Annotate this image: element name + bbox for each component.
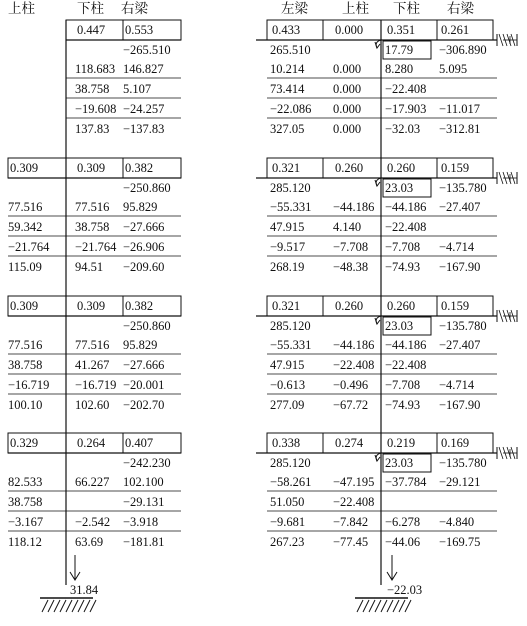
- moment-value: 102.100: [123, 475, 164, 489]
- moment-value: 38.758: [75, 82, 110, 96]
- moment-value: −16.719: [75, 378, 117, 392]
- moment-value: 10.214: [270, 62, 305, 76]
- moment-value: −9.517: [270, 240, 306, 254]
- moment-value: 0.219: [387, 436, 416, 450]
- moment-value: 267.23: [270, 535, 305, 549]
- moment-value: −44.186: [333, 338, 375, 352]
- moment-value: −22.086: [270, 102, 312, 116]
- moment-value: −250.860: [123, 181, 171, 195]
- moment-value: 66.227: [75, 475, 110, 489]
- moment-value: 0.000: [335, 23, 364, 37]
- moment-value: −202.70: [123, 398, 165, 412]
- moment-value: −181.81: [123, 535, 165, 549]
- moment-value: −74.93: [385, 398, 421, 412]
- moment-value: −209.60: [123, 260, 165, 274]
- moment-value: 285.120: [270, 319, 311, 333]
- ground-hatch: [393, 600, 399, 612]
- moment-value: −7.842: [333, 515, 369, 529]
- moment-value: −11.017: [439, 102, 480, 116]
- moment-value: −7.708: [385, 378, 421, 392]
- moment-value: 0.407: [125, 436, 154, 450]
- support-hatch: [499, 447, 503, 459]
- moment-value: 38.758: [8, 495, 43, 509]
- moment-value: −22.408: [333, 358, 375, 372]
- moment-value: −29.131: [123, 495, 165, 509]
- moment-value: −44.186: [333, 200, 375, 214]
- moment-value: −7.708: [333, 240, 369, 254]
- moment-value: 0.274: [335, 436, 364, 450]
- moment-value: 5.095: [439, 62, 468, 76]
- moment-value: 0.382: [125, 299, 154, 313]
- moment-value: −58.261: [270, 475, 312, 489]
- ground-hatch: [399, 600, 405, 612]
- moment-value: −22.408: [385, 220, 427, 234]
- moment-value: −0.496: [333, 378, 369, 392]
- joint-arrow-head: [375, 180, 380, 186]
- moment-value: 277.09: [270, 398, 305, 412]
- support-hatch: [499, 172, 503, 184]
- moment-value: −19.608: [75, 102, 117, 116]
- moment-value: −167.90: [439, 398, 481, 412]
- moment-value: −47.195: [333, 475, 375, 489]
- base-moment-right: −22.03: [387, 583, 423, 597]
- moment-value: 268.19: [270, 260, 305, 274]
- moment-value: −32.03: [385, 122, 421, 136]
- column-header: 左梁: [281, 1, 308, 17]
- moment-value: −7.708: [385, 240, 421, 254]
- moment-value: 285.120: [270, 456, 311, 470]
- moment-value: 94.51: [75, 260, 104, 274]
- moment-value: 100.10: [8, 398, 43, 412]
- moment-value: −265.510: [123, 43, 171, 57]
- moment-value: 0.159: [441, 299, 470, 313]
- moment-value: 0.433: [272, 23, 301, 37]
- ground-hatch: [90, 600, 96, 612]
- column-header: 上柱: [8, 1, 35, 17]
- moment-value: −44.186: [385, 200, 427, 214]
- moment-value: 23.03: [385, 319, 414, 333]
- moment-value: −16.719: [8, 378, 50, 392]
- base-moment-left: 31.84: [70, 583, 99, 597]
- moment-value: 0.000: [333, 62, 362, 76]
- moment-value: −48.38: [333, 260, 369, 274]
- moment-value: 23.03: [385, 181, 414, 195]
- moment-value: −4.714: [439, 378, 475, 392]
- moment-value: 41.267: [75, 358, 110, 372]
- moment-value: 0.447: [77, 23, 106, 37]
- moment-value: −44.186: [385, 338, 427, 352]
- moment-value: 0.382: [125, 161, 154, 175]
- moment-value: −27.666: [123, 358, 165, 372]
- moment-value: −24.257: [123, 102, 165, 116]
- support-hatch: [499, 310, 503, 322]
- ground-hatch: [375, 600, 381, 612]
- moment-value: −20.001: [123, 378, 165, 392]
- moment-value: 0.260: [335, 299, 364, 313]
- moment-value: −44.06: [385, 535, 421, 549]
- column-header: 右梁: [121, 1, 148, 17]
- moment-value: 102.60: [75, 398, 110, 412]
- ground-hatch: [72, 600, 78, 612]
- moment-value: 118.12: [8, 535, 42, 549]
- moment-value: 17.79: [385, 43, 414, 57]
- moment-value: −3.167: [8, 515, 44, 529]
- moment-value: −27.666: [123, 220, 165, 234]
- moment-value: −55.331: [270, 338, 312, 352]
- column-header: 下柱: [393, 1, 420, 17]
- ground-hatch: [363, 600, 369, 612]
- joint-arrow-head: [375, 455, 380, 461]
- moment-value: −167.90: [439, 260, 481, 274]
- moment-value: 82.533: [8, 475, 43, 489]
- ground-hatch: [54, 600, 60, 612]
- moment-value: −21.764: [8, 240, 50, 254]
- moment-value: 5.107: [123, 82, 152, 96]
- moment-value: 0.000: [333, 122, 362, 136]
- moment-value: 0.321: [272, 161, 301, 175]
- moment-value: −4.714: [439, 240, 475, 254]
- moment-value: −27.407: [439, 200, 481, 214]
- moment-value: 0.261: [441, 23, 470, 37]
- moment-value: −77.45: [333, 535, 369, 549]
- moment-value: 327.05: [270, 122, 305, 136]
- moment-value: 0.260: [335, 161, 364, 175]
- moment-value: 47.915: [270, 358, 305, 372]
- moment-value: 47.915: [270, 220, 305, 234]
- moment-value: −135.780: [439, 319, 487, 333]
- ground-hatch: [66, 600, 72, 612]
- joint-arrow-head: [375, 42, 380, 48]
- moment-value: 0.351: [387, 23, 416, 37]
- moment-value: 73.414: [270, 82, 305, 96]
- moment-value: 146.827: [123, 62, 164, 76]
- ground-hatch: [84, 600, 90, 612]
- moment-value: −135.780: [439, 181, 487, 195]
- moment-value: 51.050: [270, 495, 305, 509]
- moment-value: 0.169: [441, 436, 470, 450]
- moment-value: −67.72: [333, 398, 369, 412]
- moment-value: 63.69: [75, 535, 104, 549]
- moment-value: 285.120: [270, 181, 311, 195]
- column-header: 右梁: [447, 1, 474, 17]
- moment-value: −4.840: [439, 515, 475, 529]
- moment-value: 137.83: [75, 122, 110, 136]
- moment-value: −37.784: [385, 475, 427, 489]
- moment-value: −22.408: [385, 82, 427, 96]
- moment-value: 8.280: [385, 62, 414, 76]
- moment-value: −3.918: [123, 515, 159, 529]
- ground-hatch: [357, 600, 363, 612]
- moment-value: −0.613: [270, 378, 306, 392]
- ground-hatch: [369, 600, 375, 612]
- moment-value: 0.260: [387, 161, 416, 175]
- moment-value: 77.516: [8, 338, 43, 352]
- moment-value: 0.000: [333, 82, 362, 96]
- moment-value: −9.681: [270, 515, 306, 529]
- moment-value: −74.93: [385, 260, 421, 274]
- moment-value: −135.780: [439, 456, 487, 470]
- moment-value: −55.331: [270, 200, 312, 214]
- moment-value: 0.260: [387, 299, 416, 313]
- moment-value: −312.81: [439, 122, 481, 136]
- moment-value: 38.758: [75, 220, 110, 234]
- moment-value: −169.75: [439, 535, 481, 549]
- moment-value: −26.906: [123, 240, 165, 254]
- ground-hatch: [48, 600, 54, 612]
- moment-value: −2.542: [75, 515, 111, 529]
- support-hatch: [499, 34, 503, 46]
- moment-value: 0.329: [10, 436, 39, 450]
- moment-value: 0.338: [272, 436, 301, 450]
- moment-value: −21.764: [75, 240, 117, 254]
- moment-value: −29.121: [439, 475, 481, 489]
- moment-value: 118.683: [75, 62, 116, 76]
- moment-value: 0.321: [272, 299, 301, 313]
- moment-value: −6.278: [385, 515, 421, 529]
- ground-hatch: [78, 600, 84, 612]
- ground-hatch: [387, 600, 393, 612]
- moment-value: −22.408: [385, 358, 427, 372]
- moment-value: 0.309: [77, 161, 106, 175]
- moment-value: −22.408: [333, 495, 375, 509]
- moment-value: 265.510: [270, 43, 311, 57]
- moment-value: 0.309: [10, 161, 39, 175]
- moment-value: 77.516: [75, 200, 110, 214]
- column-header: 下柱: [77, 1, 104, 17]
- moment-value: −137.83: [123, 122, 165, 136]
- moment-value: 95.829: [123, 338, 158, 352]
- ground-hatch: [405, 600, 411, 612]
- moment-value: −27.407: [439, 338, 481, 352]
- column-header: 上柱: [342, 1, 369, 17]
- moment-value: 0.000: [333, 102, 362, 116]
- moment-value: 77.516: [8, 200, 43, 214]
- ground-hatch: [381, 600, 387, 612]
- ground-hatch: [42, 600, 48, 612]
- moment-value: 0.309: [77, 299, 106, 313]
- moment-value: 59.342: [8, 220, 43, 234]
- moment-value: 23.03: [385, 456, 414, 470]
- moment-value: 77.516: [75, 338, 110, 352]
- moment-value: 115.09: [8, 260, 42, 274]
- moment-value: −17.903: [385, 102, 427, 116]
- moment-value: −306.890: [439, 43, 487, 57]
- joint-arrow-head: [375, 318, 380, 324]
- moment-value: 0.159: [441, 161, 470, 175]
- moment-value: −242.230: [123, 456, 171, 470]
- moment-value: 38.758: [8, 358, 43, 372]
- moment-value: 0.553: [125, 23, 154, 37]
- moment-value: 4.140: [333, 220, 362, 234]
- moment-value: −250.860: [123, 319, 171, 333]
- ground-hatch: [60, 600, 66, 612]
- moment-value: 0.309: [10, 299, 39, 313]
- moment-value: 95.829: [123, 200, 158, 214]
- moment-value: 0.264: [77, 436, 106, 450]
